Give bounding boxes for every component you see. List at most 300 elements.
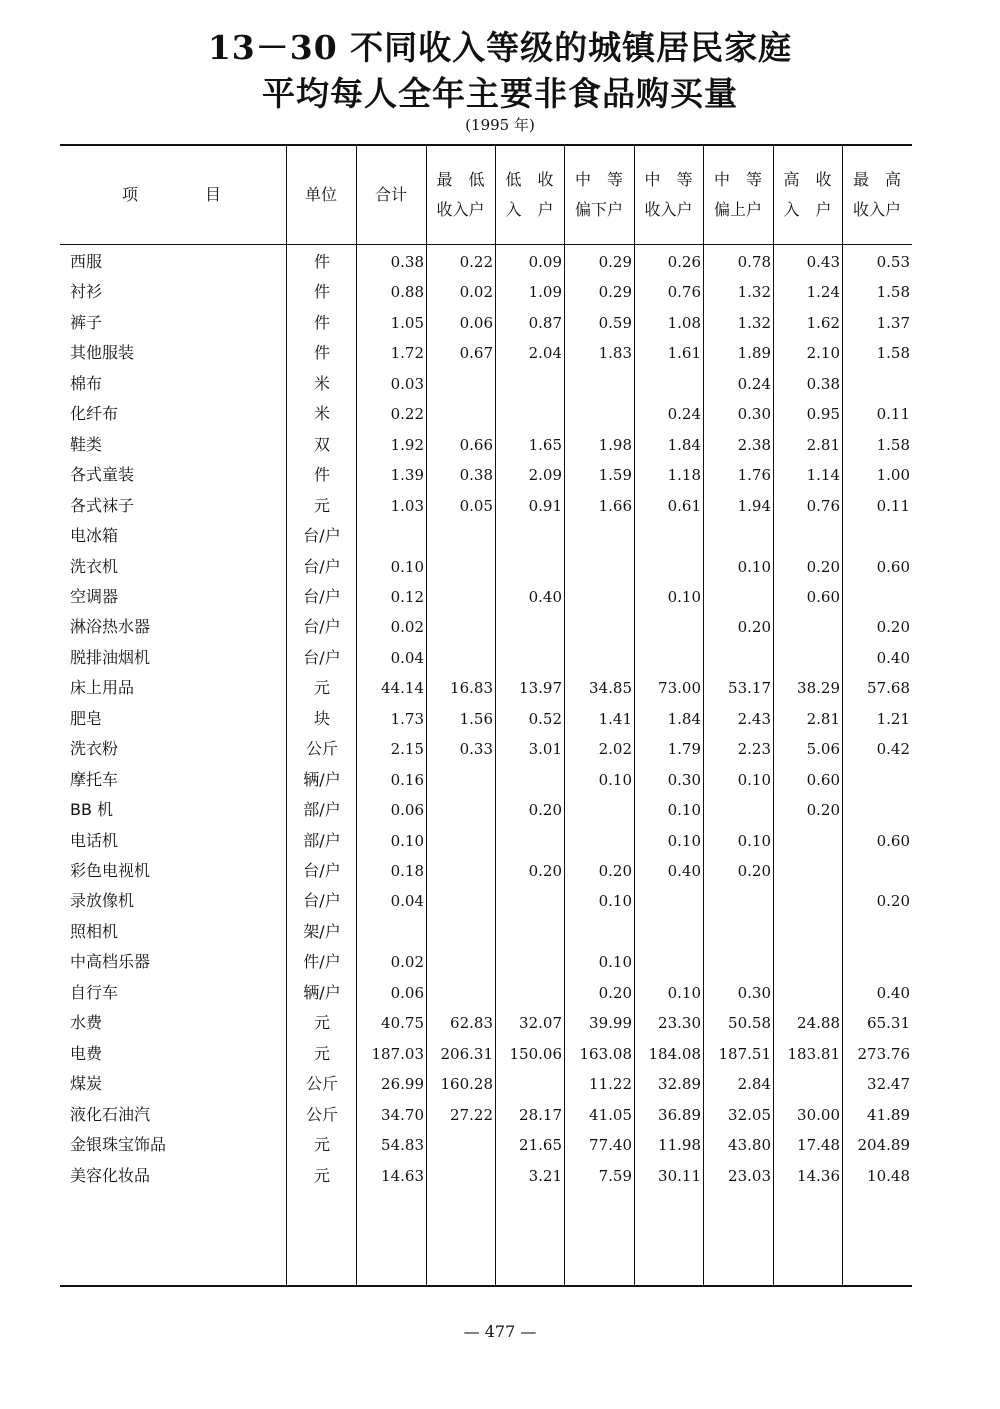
cell-total: 54.83 bbox=[381, 1136, 424, 1155]
cell-lowest: 0.05 bbox=[459, 496, 493, 515]
cell-highest: 57.68 bbox=[867, 679, 910, 698]
cell-middle: 11.98 bbox=[658, 1136, 701, 1155]
table-row bbox=[60, 247, 912, 277]
cell-high: 0.20 bbox=[806, 801, 840, 820]
table-header bbox=[60, 146, 912, 244]
cell-low: 0.91 bbox=[528, 496, 562, 515]
cell-lowest bbox=[426, 826, 495, 856]
cell-high bbox=[773, 1069, 842, 1099]
table-row bbox=[60, 1130, 912, 1160]
cell-total bbox=[356, 521, 426, 551]
row-unit: 辆/户 bbox=[303, 769, 341, 789]
row-unit: 件 bbox=[313, 465, 330, 485]
cell-high bbox=[773, 521, 842, 551]
cell-low bbox=[495, 369, 564, 399]
cell-low: 28.17 bbox=[519, 1105, 562, 1124]
row-unit: 元 bbox=[313, 1043, 330, 1063]
cell-upper-middle: 0.10 bbox=[737, 557, 771, 576]
cell-low: 2.04 bbox=[528, 344, 562, 363]
table-row bbox=[60, 978, 912, 1008]
cell-highest: 1.58 bbox=[876, 344, 910, 363]
cell-total: 0.10 bbox=[390, 831, 424, 850]
table-row bbox=[60, 704, 912, 734]
cell-total: 0.03 bbox=[390, 374, 424, 393]
row-unit: 块 bbox=[313, 708, 330, 728]
cell-lowest: 206.31 bbox=[440, 1044, 493, 1063]
cell-highest: 0.60 bbox=[876, 831, 910, 850]
cell-lower-middle bbox=[564, 917, 634, 947]
cell-middle bbox=[634, 521, 703, 551]
cell-lowest: 62.83 bbox=[450, 1014, 493, 1033]
table-row bbox=[60, 765, 912, 795]
cell-high: 1.14 bbox=[806, 466, 840, 485]
cell-upper-middle: 1.94 bbox=[737, 496, 771, 515]
row-item-name: 中高档乐器 bbox=[70, 952, 151, 972]
row-item-name: 自行车 bbox=[70, 982, 119, 1002]
table-row bbox=[60, 582, 912, 612]
cell-total: 0.12 bbox=[390, 587, 424, 606]
cell-highest bbox=[842, 521, 912, 551]
row-unit: 件 bbox=[313, 343, 330, 363]
header-item-a: 项 bbox=[122, 185, 139, 204]
row-item-name: 电话机 bbox=[70, 830, 119, 850]
cell-high: 17.48 bbox=[797, 1136, 840, 1155]
cell-lowest bbox=[426, 612, 495, 642]
table-row bbox=[60, 491, 912, 521]
cell-middle bbox=[634, 552, 703, 582]
cell-middle: 0.10 bbox=[667, 801, 701, 820]
table-row bbox=[60, 369, 912, 399]
cell-lower-middle: 1.66 bbox=[598, 496, 632, 515]
cell-lower-middle: 1.59 bbox=[598, 466, 632, 485]
row-unit: 台/户 bbox=[303, 617, 341, 637]
cell-low bbox=[495, 917, 564, 947]
cell-middle: 184.08 bbox=[648, 1044, 701, 1063]
cell-total: 1.92 bbox=[390, 435, 424, 454]
cell-low: 21.65 bbox=[519, 1136, 562, 1155]
cell-middle: 0.10 bbox=[667, 983, 701, 1002]
cell-highest: 0.53 bbox=[876, 253, 910, 271]
cell-high: 2.81 bbox=[806, 435, 840, 454]
cell-lowest: 0.67 bbox=[459, 344, 493, 363]
cell-lowest bbox=[426, 521, 495, 551]
cell-total bbox=[356, 917, 426, 947]
cell-highest: 0.60 bbox=[876, 557, 910, 576]
cell-lowest: 0.33 bbox=[459, 740, 493, 759]
cell-high bbox=[773, 947, 842, 977]
cell-high: 30.00 bbox=[797, 1105, 840, 1124]
header-unit: 单位 bbox=[304, 185, 337, 204]
row-item-name: 洗衣粉 bbox=[70, 739, 119, 759]
cell-high: 0.60 bbox=[806, 770, 840, 789]
row-unit: 元 bbox=[313, 678, 330, 698]
cell-highest: 0.11 bbox=[876, 496, 910, 515]
table-row bbox=[60, 673, 912, 703]
cell-upper-middle: 1.76 bbox=[737, 466, 771, 485]
row-item-name: 彩色电视机 bbox=[70, 861, 151, 880]
table-row bbox=[60, 826, 912, 856]
cell-highest: 0.40 bbox=[876, 983, 910, 1002]
cell-lower-middle: 0.29 bbox=[598, 283, 632, 302]
cell-total: 1.03 bbox=[390, 496, 424, 515]
cell-high bbox=[773, 826, 842, 856]
cell-high bbox=[773, 612, 842, 642]
cell-total: 1.39 bbox=[390, 466, 424, 485]
table-row bbox=[60, 734, 912, 764]
cell-highest: 0.11 bbox=[876, 405, 910, 424]
cell-middle bbox=[634, 643, 703, 673]
cell-high: 0.38 bbox=[806, 374, 840, 393]
cell-total: 0.02 bbox=[390, 618, 424, 637]
table-bottom-rule bbox=[60, 1285, 912, 1287]
cell-upper-middle bbox=[703, 886, 773, 916]
row-unit: 台/户 bbox=[303, 861, 341, 880]
cell-total: 26.99 bbox=[381, 1075, 424, 1094]
row-item-name: 录放像机 bbox=[70, 891, 135, 911]
cell-middle: 1.79 bbox=[667, 740, 701, 759]
cell-low: 150.06 bbox=[509, 1044, 562, 1063]
cell-total: 44.14 bbox=[381, 679, 424, 698]
cell-lowest: 27.22 bbox=[450, 1105, 493, 1124]
row-unit: 件 bbox=[313, 282, 330, 302]
cell-upper-middle: 1.89 bbox=[737, 344, 771, 363]
cell-highest: 1.37 bbox=[876, 313, 910, 332]
cell-lower-middle bbox=[564, 399, 634, 429]
cell-low: 0.20 bbox=[528, 801, 562, 820]
page-number: — 477 — bbox=[463, 1322, 537, 1341]
row-unit: 米 bbox=[313, 404, 330, 424]
cell-middle: 36.89 bbox=[658, 1105, 701, 1124]
cell-high: 2.10 bbox=[806, 344, 840, 363]
cell-lower-middle: 0.59 bbox=[598, 313, 632, 332]
cell-highest: 0.42 bbox=[876, 740, 910, 759]
cell-high: 0.60 bbox=[806, 587, 840, 606]
cell-low: 0.20 bbox=[528, 862, 562, 880]
cell-lowest bbox=[426, 1161, 495, 1191]
cell-lowest bbox=[426, 886, 495, 916]
cell-total: 0.16 bbox=[390, 770, 424, 789]
cell-lowest: 16.83 bbox=[450, 679, 493, 698]
cell-lower-middle: 0.10 bbox=[598, 892, 632, 911]
table-row bbox=[60, 552, 912, 582]
row-item-name: 床上用品 bbox=[70, 678, 135, 698]
row-item-name: 摩托车 bbox=[70, 769, 119, 789]
cell-middle: 0.61 bbox=[667, 496, 701, 515]
cell-upper-middle: 2.23 bbox=[737, 740, 771, 759]
cell-middle: 0.10 bbox=[667, 587, 701, 606]
row-item-name: 液化石油汽 bbox=[70, 1104, 151, 1124]
cell-highest: 32.47 bbox=[867, 1075, 910, 1094]
cell-high bbox=[773, 886, 842, 916]
cell-low: 3.01 bbox=[528, 740, 562, 759]
row-unit: 件 bbox=[313, 252, 330, 271]
cell-upper-middle: 0.10 bbox=[737, 770, 771, 789]
cell-lowest bbox=[426, 1130, 495, 1160]
table-row bbox=[60, 1100, 912, 1130]
row-item-name: 化纤布 bbox=[70, 404, 119, 424]
cell-highest bbox=[842, 582, 912, 612]
cell-highest bbox=[842, 765, 912, 795]
cell-low: 3.21 bbox=[528, 1166, 562, 1185]
row-item-name: 各式童装 bbox=[70, 465, 135, 485]
cell-upper-middle: 53.17 bbox=[728, 679, 771, 698]
cell-high: 0.95 bbox=[806, 405, 840, 424]
cell-middle: 1.08 bbox=[667, 313, 701, 332]
cell-middle: 23.30 bbox=[658, 1014, 701, 1033]
cell-upper-middle: 0.78 bbox=[737, 253, 771, 271]
cell-highest bbox=[842, 795, 912, 825]
cell-total: 1.72 bbox=[390, 344, 424, 363]
row-unit: 件 bbox=[313, 312, 330, 332]
row-item-name: 金银珠宝饰品 bbox=[70, 1135, 167, 1155]
cell-lowest: 0.02 bbox=[459, 283, 493, 302]
cell-lowest bbox=[426, 765, 495, 795]
cell-high: 5.06 bbox=[806, 740, 840, 759]
cell-low bbox=[495, 1069, 564, 1099]
cell-highest bbox=[842, 947, 912, 977]
row-item-name: 西服 bbox=[70, 252, 103, 271]
cell-highest: 273.76 bbox=[857, 1044, 910, 1063]
cell-upper-middle: 0.24 bbox=[737, 374, 771, 393]
row-unit: 台/户 bbox=[303, 647, 341, 667]
table-row bbox=[60, 1069, 912, 1099]
row-item-name: 空调器 bbox=[70, 586, 119, 606]
row-unit: 元 bbox=[313, 1013, 330, 1033]
row-item-name: 脱排油烟机 bbox=[70, 647, 151, 667]
cell-upper-middle: 0.30 bbox=[737, 983, 771, 1002]
cell-low bbox=[495, 552, 564, 582]
row-unit: 辆/户 bbox=[303, 982, 341, 1002]
cell-lower-middle: 0.10 bbox=[598, 770, 632, 789]
cell-highest: 41.89 bbox=[867, 1105, 910, 1124]
cell-total: 187.03 bbox=[371, 1044, 424, 1063]
cell-middle: 1.84 bbox=[667, 435, 701, 454]
cell-lower-middle: 0.10 bbox=[598, 953, 632, 972]
cell-upper-middle: 1.32 bbox=[737, 313, 771, 332]
cell-total: 14.63 bbox=[381, 1166, 424, 1185]
header-middle: 中 等 收入户 bbox=[644, 170, 693, 219]
table-row bbox=[60, 308, 912, 338]
cell-lower-middle: 0.20 bbox=[598, 862, 632, 880]
cell-lowest bbox=[426, 399, 495, 429]
cell-highest: 1.58 bbox=[876, 283, 910, 302]
cell-lowest bbox=[426, 582, 495, 612]
cell-upper-middle: 187.51 bbox=[718, 1044, 771, 1063]
cell-high: 14.36 bbox=[797, 1166, 840, 1185]
row-unit: 台/户 bbox=[303, 586, 341, 606]
cell-upper-middle: 2.38 bbox=[737, 435, 771, 454]
row-unit: 双 bbox=[313, 434, 330, 454]
cell-lowest bbox=[426, 369, 495, 399]
header-lowest: 最 低 收入户 bbox=[436, 170, 485, 219]
cell-middle: 0.10 bbox=[667, 831, 701, 850]
cell-upper-middle: 2.43 bbox=[737, 709, 771, 728]
cell-total: 1.73 bbox=[390, 709, 424, 728]
cell-low: 32.07 bbox=[519, 1014, 562, 1033]
page-title-line1: 13－30 不同收入等级的城镇居民家庭 bbox=[207, 28, 793, 67]
row-item-name: 美容化妆品 bbox=[70, 1165, 151, 1185]
page-title-line2: 平均每人全年主要非食品购买量 bbox=[262, 74, 738, 113]
cell-lowest bbox=[426, 856, 495, 886]
row-unit: 米 bbox=[313, 373, 330, 393]
cell-high: 0.76 bbox=[806, 496, 840, 515]
cell-lower-middle: 11.22 bbox=[589, 1075, 632, 1094]
cell-total: 0.88 bbox=[390, 283, 424, 302]
cell-total: 0.04 bbox=[390, 892, 424, 911]
row-unit: 件/户 bbox=[303, 952, 341, 972]
cell-total: 0.18 bbox=[390, 862, 424, 880]
cell-lower-middle: 163.08 bbox=[579, 1044, 632, 1063]
table-row bbox=[60, 1039, 912, 1069]
cell-middle: 0.40 bbox=[667, 862, 701, 880]
cell-middle: 0.26 bbox=[667, 253, 701, 271]
cell-middle bbox=[634, 947, 703, 977]
table-row bbox=[60, 612, 912, 642]
cell-high: 183.81 bbox=[787, 1044, 840, 1063]
cell-middle: 0.24 bbox=[667, 405, 701, 424]
cell-highest bbox=[842, 369, 912, 399]
cell-low: 1.65 bbox=[528, 435, 562, 454]
header-item-b: 目 bbox=[204, 185, 221, 204]
cell-upper-middle bbox=[703, 643, 773, 673]
row-unit: 元 bbox=[313, 1165, 330, 1185]
cell-low bbox=[495, 765, 564, 795]
row-unit: 公斤 bbox=[305, 739, 338, 759]
cell-total: 0.22 bbox=[390, 405, 424, 424]
cell-middle: 1.18 bbox=[667, 466, 701, 485]
cell-low bbox=[495, 826, 564, 856]
cell-middle bbox=[634, 886, 703, 916]
cell-lowest: 0.22 bbox=[459, 253, 493, 271]
cell-lowest: 160.28 bbox=[440, 1075, 493, 1094]
row-item-name: 裤子 bbox=[70, 312, 103, 332]
row-unit: 台/户 bbox=[303, 556, 341, 576]
cell-upper-middle: 0.30 bbox=[737, 405, 771, 424]
row-unit: 公斤 bbox=[305, 1104, 338, 1124]
cell-lower-middle: 1.98 bbox=[598, 435, 632, 454]
cell-upper-middle bbox=[703, 917, 773, 947]
cell-total: 0.10 bbox=[390, 557, 424, 576]
cell-high: 0.43 bbox=[806, 253, 840, 271]
cell-middle bbox=[634, 917, 703, 947]
cell-low bbox=[495, 886, 564, 916]
year-label: (1995 年) bbox=[465, 116, 535, 134]
header-lower-middle: 中 等 偏下户 bbox=[574, 170, 623, 219]
row-unit: 部/户 bbox=[303, 830, 341, 850]
cell-low bbox=[495, 521, 564, 551]
cell-middle: 30.11 bbox=[658, 1166, 701, 1185]
cell-lower-middle bbox=[564, 582, 634, 612]
cell-high bbox=[773, 643, 842, 673]
cell-high bbox=[773, 978, 842, 1008]
table-row bbox=[60, 460, 912, 490]
cell-highest: 0.20 bbox=[876, 618, 910, 637]
cell-low: 0.52 bbox=[528, 709, 562, 728]
cell-upper-middle: 2.84 bbox=[737, 1075, 771, 1094]
cell-lower-middle: 1.83 bbox=[598, 344, 632, 363]
cell-upper-middle: 43.80 bbox=[728, 1136, 771, 1155]
cell-lower-middle: 77.40 bbox=[589, 1136, 632, 1155]
cell-low bbox=[495, 643, 564, 673]
cell-middle: 1.61 bbox=[667, 344, 701, 363]
row-item-name: 衬衫 bbox=[70, 282, 103, 302]
cell-highest: 1.58 bbox=[876, 435, 910, 454]
cell-high: 1.24 bbox=[806, 283, 840, 302]
cell-lower-middle: 34.85 bbox=[589, 679, 632, 698]
cell-lowest bbox=[426, 643, 495, 673]
cell-upper-middle bbox=[703, 795, 773, 825]
table-row bbox=[60, 1008, 912, 1038]
row-item-name: 电冰箱 bbox=[70, 526, 119, 546]
row-item-name: 其他服装 bbox=[70, 343, 135, 363]
row-unit: 台/户 bbox=[303, 526, 341, 546]
cell-lower-middle: 0.20 bbox=[598, 983, 632, 1002]
row-unit: 元 bbox=[313, 495, 330, 515]
row-item-name: 煤炭 bbox=[70, 1074, 103, 1094]
cell-lower-middle: 41.05 bbox=[589, 1105, 632, 1124]
cell-low bbox=[495, 399, 564, 429]
row-item-name: 各式袜子 bbox=[70, 495, 135, 515]
cell-lower-middle bbox=[564, 826, 634, 856]
table-row bbox=[60, 521, 912, 551]
cell-upper-middle: 50.58 bbox=[728, 1014, 771, 1033]
row-unit: 台/户 bbox=[303, 891, 341, 911]
cell-upper-middle bbox=[703, 582, 773, 612]
cell-total: 2.15 bbox=[390, 740, 424, 759]
table-row bbox=[60, 886, 912, 916]
cell-highest: 1.21 bbox=[876, 709, 910, 728]
table-row bbox=[60, 430, 912, 460]
row-item-name: 棉布 bbox=[70, 373, 103, 393]
table-row bbox=[60, 947, 912, 977]
cell-lower-middle: 1.41 bbox=[598, 709, 632, 728]
cell-lowest: 0.06 bbox=[459, 313, 493, 332]
cell-middle: 73.00 bbox=[658, 679, 701, 698]
cell-highest: 65.31 bbox=[867, 1014, 910, 1033]
table-row bbox=[60, 643, 912, 673]
cell-total: 40.75 bbox=[381, 1014, 424, 1033]
cell-middle bbox=[634, 612, 703, 642]
cell-low bbox=[495, 978, 564, 1008]
row-item-name: 照相机 bbox=[70, 921, 119, 941]
cell-lowest bbox=[426, 917, 495, 947]
table-row bbox=[60, 856, 912, 886]
table-row bbox=[60, 338, 912, 368]
cell-highest: 0.20 bbox=[876, 892, 910, 911]
cell-lower-middle: 7.59 bbox=[598, 1166, 632, 1185]
table-row bbox=[60, 277, 912, 307]
cell-lowest: 0.38 bbox=[459, 466, 493, 485]
cell-upper-middle: 0.10 bbox=[737, 831, 771, 850]
cell-highest: 1.00 bbox=[876, 466, 910, 485]
cell-upper-middle bbox=[703, 947, 773, 977]
table-row bbox=[60, 399, 912, 429]
table-row bbox=[60, 1161, 912, 1191]
row-item-name: 洗衣机 bbox=[70, 556, 119, 576]
header-high: 高 收 入 户 bbox=[783, 170, 832, 219]
cell-low: 0.87 bbox=[528, 313, 562, 332]
cell-low: 1.09 bbox=[528, 283, 562, 302]
cell-upper-middle: 32.05 bbox=[728, 1105, 771, 1124]
cell-high: 1.62 bbox=[806, 313, 840, 332]
header-low: 低 收 入 户 bbox=[505, 170, 554, 219]
cell-lowest bbox=[426, 552, 495, 582]
cell-lower-middle bbox=[564, 612, 634, 642]
cell-total: 0.38 bbox=[390, 253, 424, 271]
cell-middle: 1.84 bbox=[667, 709, 701, 728]
cell-low: 0.40 bbox=[528, 587, 562, 606]
cell-high: 0.20 bbox=[806, 557, 840, 576]
